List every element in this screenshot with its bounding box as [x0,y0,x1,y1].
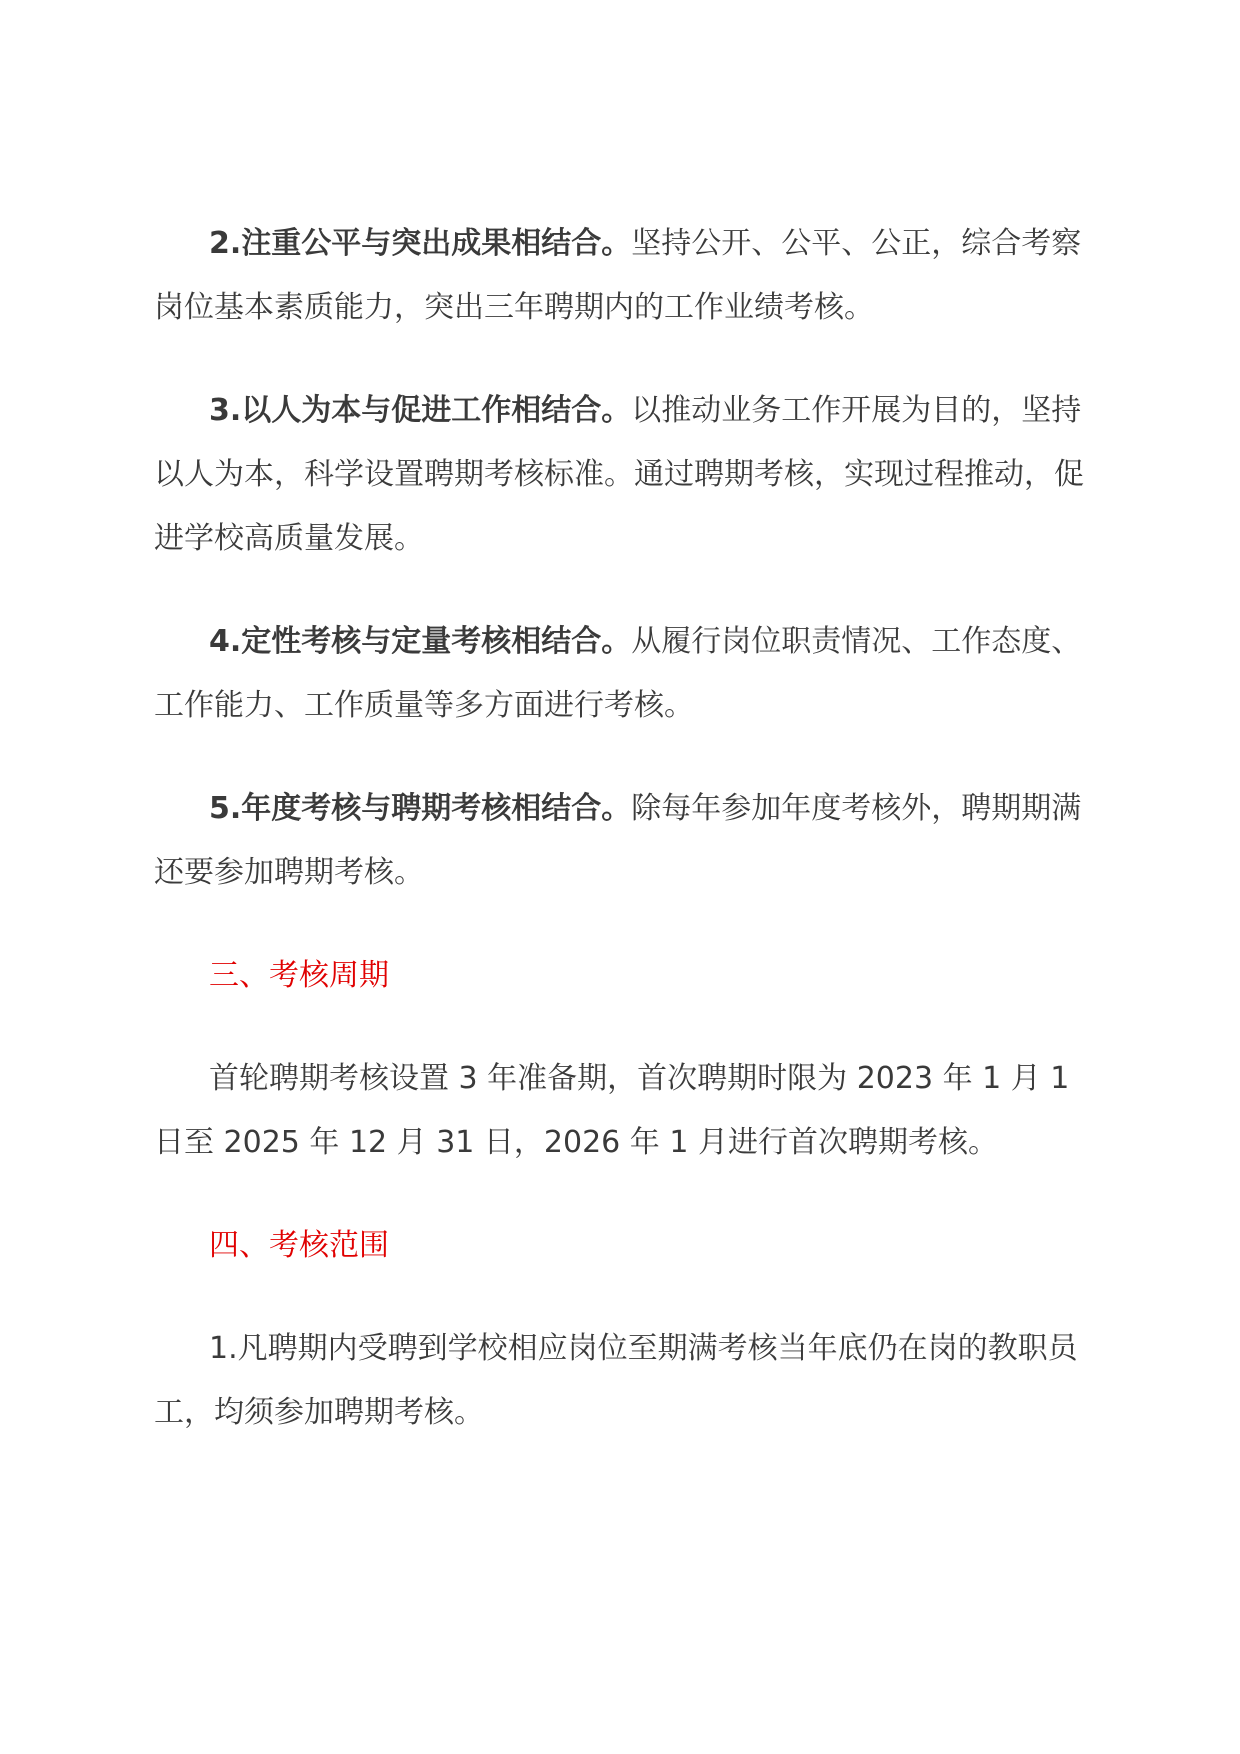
principle-5-paragraph [154,777,1104,905]
principle-3-title: 3.以人为本与促进工作相结合。 [209,393,632,428]
principle-4-paragraph [154,610,1104,738]
section-4-heading: 四、考核范围 [209,1228,389,1263]
principle-2-title: 2.注重公平与突出成果相结合。 [209,226,632,261]
principle-2-paragraph [154,212,1104,340]
principle-3-text: 以推动业务工作开展为目的，坚持以人为本，科学设置聘期考核标准。通过聘期考核，实现过程推动，促进学校高质量发展。 [154,393,1084,556]
principle-4-text: 从履行岗位职责情况、工作态度、工作能力、工作质量等多方面进行考核。 [154,624,1082,723]
section-3-text: 首轮聘期考核设置 3 年准备期，首次聘期时限为 2023 年 1 月 1 日至 2025 年 12 月 31 日，2026 年 1 月进行首次聘期考核。 [154,1061,1070,1160]
section-4-item-1: 1.凡聘期内受聘到学校相应岗位至期满考核当年底仍在岗的教职员工，均须参加聘期考核。 [154,1331,1078,1430]
principle-3-paragraph [154,379,1104,571]
principle-4-title: 4.定性考核与定量考核相结合。 [209,624,632,659]
section-3-heading: 三、考核周期 [209,958,389,993]
document-page [154,212,1104,1484]
principle-2-text: 坚持公开、公平、公正，综合考察岗位基本素质能力，突出三年聘期内的工作业绩考核。 [154,226,1082,325]
principle-5-text: 除每年参加年度考核外，聘期期满还要参加聘期考核。 [154,791,1082,890]
principle-5-title: 5.年度考核与聘期考核相结合。 [209,791,632,826]
